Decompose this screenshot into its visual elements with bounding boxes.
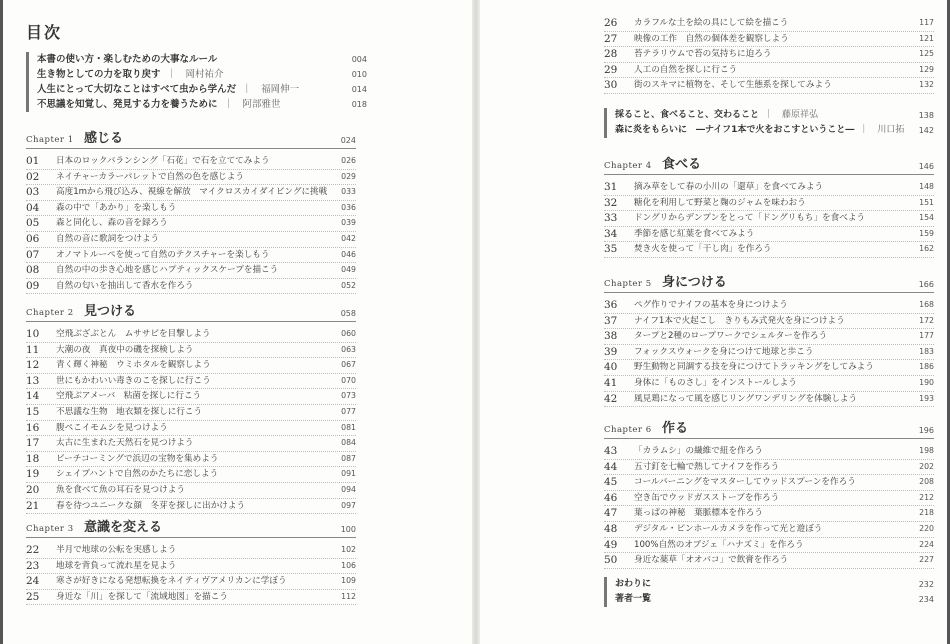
- entry-page: 063: [341, 344, 356, 354]
- intro-title: 不思議を知覚し、発見する力を養うために: [37, 99, 218, 110]
- intro-title: 生き物としての力を取り戻す: [37, 69, 161, 80]
- entry-number: 10: [26, 328, 40, 340]
- entry-title: 苔テラリウムで苔の気持ちに迫ろう: [634, 49, 772, 60]
- entry-page: 097: [341, 500, 356, 510]
- entry-title: 季節を感じ紅葉を食べてみよう: [634, 228, 755, 239]
- chapter-6-section: [604, 418, 934, 569]
- entry-number: 18: [26, 452, 40, 465]
- entry-number: 31: [604, 181, 618, 193]
- entry-number: 43: [604, 445, 618, 457]
- entry-page: 224: [919, 539, 934, 549]
- entry-page: 162: [919, 244, 934, 254]
- entry-page: 193: [919, 393, 934, 403]
- book-gutter: [472, 0, 480, 644]
- intro-page: 018: [351, 100, 367, 109]
- entry-number: 40: [604, 361, 618, 374]
- toc-entry[interactable]: [26, 405, 356, 421]
- entry-page: 117: [919, 18, 934, 27]
- toc-entry[interactable]: [604, 376, 934, 392]
- closing-title: おわりに: [615, 579, 652, 589]
- closing-page: 232: [918, 580, 934, 589]
- entry-title: 大潮の夜 真夜中の磯を探検しよう: [56, 344, 194, 355]
- closing-title: 著者一覧: [615, 594, 652, 604]
- entry-page: 042: [341, 233, 356, 243]
- entry-page: 087: [341, 453, 356, 463]
- entry-number: 06: [26, 232, 40, 245]
- entry-number: 46: [604, 491, 618, 504]
- toc-entry[interactable]: [604, 180, 934, 196]
- entry-title: コールバーニングをマスターしてウッドスプーンを作ろう: [634, 477, 856, 488]
- entry-number: 33: [604, 212, 618, 225]
- entry-page: 046: [341, 249, 356, 259]
- chapter-5-section: [604, 272, 934, 407]
- entry-title: 「カラムシ」の繊維で紐を作ろう: [634, 446, 763, 456]
- toc-entry[interactable]: [604, 538, 934, 554]
- entry-title: 森の中で「あかり」を楽しもう: [56, 202, 177, 213]
- toc-entry[interactable]: [604, 360, 934, 376]
- toc-entry[interactable]: [604, 16, 934, 32]
- toc-entry[interactable]: [26, 263, 356, 279]
- entry-page: 112: [341, 591, 356, 601]
- chapter-header: [26, 517, 356, 538]
- chapter-header: [604, 154, 934, 175]
- entry-number: 49: [604, 538, 618, 551]
- chapter-header: [26, 301, 356, 322]
- entry-title: カラフルな土を絵の具にして絵を描こう: [634, 18, 789, 28]
- entry-title: 青く輝く神秘 ウミホタルを観察しよう: [56, 360, 211, 371]
- entry-number: 16: [26, 421, 40, 434]
- entry-title: 半月で地球の公転を実感しよう: [56, 545, 177, 555]
- entry-number: 08: [26, 264, 40, 277]
- entry-number: 03: [26, 186, 40, 199]
- toc-entry[interactable]: [604, 63, 934, 79]
- entry-title: 糖化を利用して野菜と麹のジャムを味わおう: [634, 197, 806, 208]
- entry-page: 129: [919, 64, 934, 74]
- entry-number: 24: [26, 575, 40, 588]
- entry-page: 220: [919, 523, 934, 533]
- intro-item[interactable]: [37, 52, 367, 67]
- entry-page: 177: [919, 331, 934, 341]
- entry-number: 39: [604, 345, 618, 358]
- entry-title: 風見鶏になって風を感じリングワンデリングを体験しよう: [634, 393, 858, 404]
- chapter-title: 作る: [662, 421, 689, 436]
- entry-number: 50: [604, 554, 618, 567]
- toc-entry[interactable]: [604, 196, 934, 212]
- entry-page: 067: [341, 360, 356, 370]
- entry-number: 15: [26, 405, 40, 418]
- chapter-header: [26, 128, 356, 149]
- entry-number: 14: [26, 390, 40, 403]
- entry-title: 野生動物と同調する技を身につけてトラッキングをしてみよう: [634, 362, 874, 373]
- intro-author: ｜ 岡村祐介: [166, 69, 224, 80]
- entry-page: 026: [341, 156, 356, 165]
- entry-page: 190: [919, 377, 934, 387]
- intro-title: 人生にとって大切なことはすべて虫から学んだ: [37, 84, 237, 95]
- intro-item[interactable]: [37, 82, 367, 97]
- entry-number: 19: [26, 468, 40, 481]
- entry-title: 地球を背負って流れ星を見よう: [56, 560, 177, 571]
- entry-page: 132: [919, 80, 934, 90]
- entry-title: 空飛ぶアメーバ 粘菌を探しに行こう: [56, 391, 202, 402]
- toc-entry[interactable]: [26, 590, 356, 606]
- intro-page: 014: [351, 85, 367, 94]
- entry-title: 摘み草をして春の小川の「還草」を食べてみよう: [634, 182, 824, 192]
- toc-entry[interactable]: [604, 242, 934, 258]
- entry-page: 060: [341, 329, 356, 338]
- entry-title: ビーチコーミングで浜辺の宝物を集めよう: [56, 453, 219, 464]
- entry-number: 47: [604, 507, 618, 520]
- chapter-title: 意識を変える: [84, 520, 163, 535]
- entry-title: 空飛ぶざぶとん ムササビを目撃しよう: [56, 329, 211, 339]
- toc-entry[interactable]: [604, 475, 934, 491]
- entry-page: 094: [341, 484, 356, 494]
- entry-number: 11: [26, 343, 40, 356]
- entry-page: 039: [341, 218, 356, 228]
- chapter-label: Chapter 5: [604, 279, 652, 289]
- entry-title: 焚き火を使って「干し肉」を作ろう: [634, 244, 772, 255]
- toc-entry[interactable]: [26, 248, 356, 264]
- entry-title: 空き缶でウッドガスストーブを作ろう: [634, 492, 780, 503]
- entry-title: 森と同化し、森の音を録ろう: [56, 218, 168, 229]
- closing-item[interactable]: [615, 592, 934, 607]
- entry-number: 04: [26, 201, 40, 214]
- chapter-page: 058: [340, 309, 356, 318]
- toc-entry[interactable]: [604, 444, 934, 460]
- entry-title: 葉っぱの神秘 葉脈標本を作ろう: [634, 508, 763, 519]
- toc-entry[interactable]: [26, 279, 356, 295]
- entry-number: 37: [604, 314, 618, 327]
- toc-entry[interactable]: [26, 216, 356, 232]
- intro-page: 004: [351, 55, 367, 64]
- toc-entry[interactable]: [26, 436, 356, 452]
- essay-author: ｜ 藤原祥弘: [764, 110, 819, 120]
- entry-page: 168: [919, 300, 934, 309]
- intro-item[interactable]: [37, 67, 367, 82]
- toc-entry[interactable]: [604, 227, 934, 243]
- intro-title: 本書の使い方・楽しむための大事なルール: [37, 54, 218, 65]
- entry-page: 183: [919, 346, 934, 356]
- entry-number: 45: [604, 476, 618, 489]
- toc-entry[interactable]: [26, 327, 356, 343]
- entry-page: 052: [341, 280, 356, 290]
- entry-number: 35: [604, 243, 618, 256]
- toc-entry[interactable]: [26, 499, 356, 515]
- toc-entry[interactable]: [604, 314, 934, 330]
- entry-title: 世にもかわいい毒きのこを探しに行こう: [56, 375, 211, 386]
- entry-title: 不思議な生物 地衣類を探しに行こう: [56, 406, 203, 417]
- entry-title: 100%自然のオブジェ「ハナズミ」を作ろう: [634, 539, 804, 550]
- entry-title: 身近な「川」を探して「流域地図」を描こう: [56, 591, 228, 602]
- chapter-title: 身につける: [662, 275, 727, 290]
- entry-title: 自然の匂いを抽出して香水を作ろう: [56, 280, 194, 291]
- entry-page: 227: [919, 555, 934, 565]
- entry-number: 22: [26, 544, 40, 556]
- toc-entry[interactable]: [26, 483, 356, 499]
- entry-title: 街のスキマに植物を、そして生態系を探してみよう: [634, 80, 832, 91]
- chapter-3-section: [26, 517, 356, 605]
- chapter-3-continued: [604, 16, 934, 94]
- entry-number: 09: [26, 279, 40, 292]
- entry-number: 05: [26, 217, 40, 230]
- toc-entry[interactable]: [604, 211, 934, 227]
- entry-number: 28: [604, 48, 618, 61]
- chapter-page: 166: [918, 280, 934, 289]
- chapter-page: 100: [340, 525, 356, 534]
- entry-page: 159: [919, 228, 934, 238]
- chapter-title: 見つける: [84, 304, 137, 319]
- toc-entry[interactable]: [604, 329, 934, 345]
- entry-page: 033: [341, 187, 356, 197]
- entry-number: 02: [26, 170, 40, 183]
- chapter-header: [604, 418, 934, 439]
- entry-page: 212: [919, 492, 934, 502]
- toc-entry[interactable]: [604, 392, 934, 408]
- toc-entry[interactable]: [26, 185, 356, 201]
- toc-entry[interactable]: [604, 553, 934, 569]
- entry-title: 腹ペこイモムシを見つけよう: [56, 422, 168, 433]
- intro-block: [26, 52, 367, 112]
- entry-page: 198: [919, 446, 934, 455]
- toc-entry[interactable]: [604, 47, 934, 63]
- entry-title: ナイフ1本で火起こし きりもみ式発火を身につけよう: [634, 315, 845, 326]
- entry-title: ネイチャーカラーパレットで自然の色を感じよう: [56, 171, 244, 182]
- entry-title: シェイプハントで自然のかたちに恋しよう: [56, 469, 219, 480]
- entry-title: 自然の音に歌詞をつけよう: [56, 233, 160, 244]
- entry-title: デジタル・ピンホールカメラを作って光と遊ぼう: [634, 523, 823, 534]
- toc-entry[interactable]: [604, 32, 934, 48]
- toc-entry[interactable]: [26, 154, 356, 170]
- chapter-header: [604, 272, 934, 293]
- entry-number: 13: [26, 374, 40, 387]
- entry-number: 42: [604, 392, 618, 405]
- toc-entry[interactable]: [26, 452, 356, 468]
- entry-number: 25: [26, 590, 40, 603]
- entry-title: 日本のロックバランシング「石花」で石を立ててみよう: [56, 156, 270, 166]
- entry-number: 27: [604, 32, 618, 45]
- toc-entry[interactable]: [26, 559, 356, 575]
- toc-entry[interactable]: [604, 298, 934, 314]
- chapter-label: Chapter 6: [604, 425, 652, 435]
- intro-item[interactable]: [37, 97, 367, 112]
- toc-entry[interactable]: [26, 201, 356, 217]
- entry-page: 036: [341, 202, 356, 212]
- entry-title: 寒さが好きになる発想転換をネイティヴアメリカンに学ぼう: [56, 576, 287, 587]
- toc-entry[interactable]: [26, 374, 356, 390]
- entry-page: 148: [919, 182, 934, 191]
- closing-item[interactable]: [615, 577, 934, 592]
- entry-page: 029: [341, 171, 356, 181]
- entry-number: 41: [604, 376, 618, 389]
- entry-page: 073: [341, 391, 356, 401]
- entry-page: 121: [919, 33, 934, 43]
- entry-number: 44: [604, 460, 618, 473]
- entry-number: 30: [604, 79, 618, 92]
- intro-author: ｜ 福岡伸一: [242, 84, 300, 95]
- intro-page: 010: [351, 70, 367, 79]
- entry-page: 172: [919, 315, 934, 325]
- toc-entry[interactable]: [604, 345, 934, 361]
- entry-title: タープと2種のロープワークでシェルターを作ろう: [634, 331, 828, 342]
- entry-number: 12: [26, 359, 40, 372]
- closing-page: 234: [918, 595, 934, 604]
- entry-title: 太古に生まれた天然石を見つけよう: [56, 438, 194, 449]
- entry-number: 29: [604, 63, 618, 76]
- entry-number: 01: [26, 155, 40, 167]
- entry-page: 218: [919, 508, 934, 518]
- toc-entry[interactable]: [604, 491, 934, 507]
- entry-page: 102: [341, 545, 356, 554]
- chapter-title: 食べる: [662, 157, 702, 172]
- chapter-page: 146: [918, 162, 934, 171]
- entry-title: 高度1mから飛び込み、視線を解放 マイクロスカイダイビングに挑戦: [56, 187, 328, 198]
- entry-number: 38: [604, 330, 618, 343]
- entry-page: 109: [341, 576, 356, 586]
- intro-author: ｜ 阿部雅世: [223, 99, 281, 110]
- entry-number: 21: [26, 499, 40, 512]
- chapter-1-section: [26, 128, 356, 294]
- toc-entry[interactable]: [26, 389, 356, 405]
- entry-page: 084: [341, 438, 356, 448]
- entry-page: 106: [341, 560, 356, 570]
- entry-number: 36: [604, 299, 618, 311]
- entry-number: 26: [604, 17, 618, 29]
- toc-entry[interactable]: [604, 506, 934, 522]
- entry-page: 202: [919, 461, 934, 471]
- entry-number: 48: [604, 522, 618, 535]
- entry-number: 20: [26, 483, 40, 496]
- entry-number: 17: [26, 437, 40, 450]
- toc-entry[interactable]: [26, 232, 356, 248]
- closing-block: [604, 577, 934, 607]
- toc-entry[interactable]: [26, 343, 356, 359]
- chapter-label: Chapter 2: [26, 308, 74, 318]
- toc-entry[interactable]: [604, 522, 934, 538]
- toc-title: 目次: [26, 23, 63, 42]
- entry-title: 人工の自然を探しに行こう: [634, 64, 738, 75]
- essay-page: 138: [918, 111, 934, 120]
- entry-title: ペグ作りでナイフの基本を身につけよう: [634, 300, 788, 310]
- entry-page: 081: [341, 422, 356, 432]
- entry-page: 070: [341, 375, 356, 385]
- toc-entry[interactable]: [26, 421, 356, 437]
- entry-number: 34: [604, 227, 618, 240]
- entry-page: 049: [341, 265, 356, 275]
- entry-title: 春を待つユニークな顔 冬芽を探しに出かけよう: [56, 500, 246, 511]
- essay-title: 採ること、食べること、交わること: [615, 110, 760, 120]
- essay-page: 142: [918, 126, 934, 135]
- toc-entry[interactable]: [604, 460, 934, 476]
- entry-number: 07: [26, 248, 40, 261]
- toc-entry[interactable]: [26, 467, 356, 483]
- chapter-title: 感じる: [84, 131, 124, 146]
- chapter-4-section: [604, 154, 934, 258]
- entry-title: 魚を食べて魚の耳石を見つけよう: [56, 484, 185, 495]
- chapter-label: Chapter 3: [26, 524, 74, 534]
- entry-title: 身近な薬草「オオバコ」で飲膏を作ろう: [634, 555, 789, 566]
- essay-title: 森に炎をもらいに ―ナイフ1本で火をおこすということ―: [615, 125, 855, 135]
- toc-entry[interactable]: [26, 170, 356, 186]
- chapter-2-section: [26, 301, 356, 514]
- essay-item[interactable]: [615, 123, 934, 138]
- entry-page: 154: [919, 213, 934, 223]
- entry-title: 身体に「ものさし」をインストールしよう: [634, 377, 797, 388]
- left-edge-line: [0, 0, 3, 644]
- toc-entry[interactable]: [26, 574, 356, 590]
- entry-title: フォックスウォークを身につけて地球と歩こう: [634, 346, 814, 357]
- chapter-page: 024: [340, 136, 356, 145]
- chapter-page: 196: [918, 426, 934, 435]
- entry-title: オノマトルーペを使って自然のテクスチャーを楽しもう: [56, 249, 270, 260]
- entry-number: 32: [604, 196, 618, 209]
- entry-page: 151: [919, 197, 934, 207]
- entry-title: 自然の中の歩き心地を感じハプティックスケープを描こう: [56, 265, 279, 276]
- entry-page: 077: [341, 406, 356, 416]
- chapter-label: Chapter 1: [26, 135, 74, 145]
- entry-page: 186: [919, 362, 934, 372]
- essay-block: [604, 108, 934, 138]
- toc-entry[interactable]: [26, 358, 356, 374]
- toc-entry[interactable]: [604, 78, 934, 94]
- chapter-label: Chapter 4: [604, 161, 652, 171]
- entry-page: 208: [919, 477, 934, 487]
- essay-item[interactable]: [615, 108, 934, 123]
- entry-page: 091: [341, 469, 356, 479]
- essay-author: ｜ 川口拓: [859, 125, 905, 135]
- entry-title: 映像の工作 自然の個体差を観察しよう: [634, 33, 789, 44]
- entry-title: ドングリからデンプンをとって「ドングリもち」を食べよう: [634, 213, 866, 224]
- toc-entry[interactable]: [26, 543, 356, 559]
- entry-title: 五寸釘を七輪で熱してナイフを作ろう: [634, 461, 780, 472]
- entry-page: 125: [919, 49, 934, 59]
- entry-number: 23: [26, 559, 40, 572]
